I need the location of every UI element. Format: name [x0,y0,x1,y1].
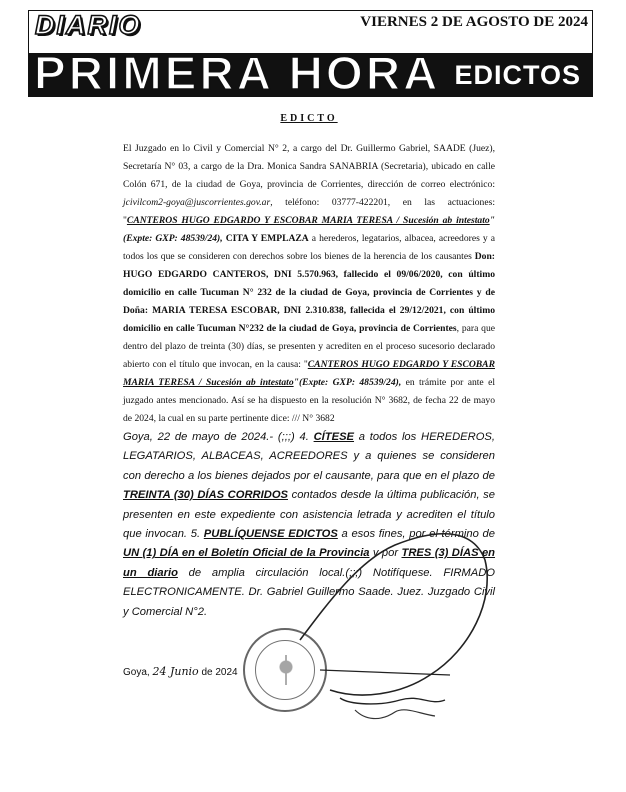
quote-intro: Goya, 22 de mayo de 2024.- (;;;) 4. [123,431,314,443]
un-dia: UN (1) DÍA en el Boletín Oficial de la Provincia [123,547,370,560]
quote-term: a esos fines, por el término de [337,528,495,541]
body-heirs: a herederos, legatarios, albacea, acreedores y a todos los que se consideren con derechos sobre los bienes de la herencia de los causantes [123,233,495,262]
quote-present: contados desde la última publicación, se presenten en este expediente con asistencia letrada y acrediten el título que invocan. 5. [123,489,495,541]
case-title-2: CANTEROS HUGO EDGARDO Y ESCOBAR MARIA TERESA / Sucesión ab intestato [123,359,495,388]
deceased-details: Don: HUGO EDGARDO CANTEROS, DNI 5.570.963, fallecido el 09/06/2020, con último domicilio en calle Tucuman N° 232 de la ciudad de Goya, provincia de Corrientes y de Doña: MARIA TERESA ESCOBAR, DNI 2.310.838, fallecida el 29/12/2021, con último domicilio en calle Tucuman N°232 de la ciudad de Goya, provincia de Corrientes [123,251,495,334]
quote-and: y por [369,547,402,560]
edict-body [123,140,495,428]
treinta-dias: TREINTA (30) DÍAS CORRIDOS [123,489,288,502]
quote-heirs: a todos los HEREDEROS, LEGATARIOS, ALBACEAS, ACREEDORES y a quienes se consideren con derecho a los bienes dejados por el causante, para que en el plazo de [123,431,495,482]
case-expte-1: "(Expte: GXP: 48539/24), [123,215,495,244]
body-resolution: en trámite por ante el juzgado antes mencionado. Así se ha dispuesto en la resolución N° 3682, de fecha 22 de mayo de 2024, la cual en su parte pertinente dice: /// N° 3682 [123,377,495,424]
footer-place: Goya, [123,667,150,678]
resolution-quote [123,428,495,622]
publication-date: VIERNES 2 DE AGOSTO DE 2024 [360,14,588,30]
footer-year: de 2024 [201,667,238,678]
document-footer [123,665,238,678]
document-title: EDICTO [280,113,338,124]
court-email: jcivilcom2-goya@juscorrientes.gov.ar [123,197,271,208]
citese: CÍTESE [313,431,355,443]
body-phone: , teléfono: 03777-422201, en las actuaciones: " [123,197,495,226]
quote-closing: de amplia circulación local.(;;;) Notifíquese. FIRMADO ELECTRONICAMENTE. Dr. Gabriel Guillermo Saade. Juez. Juzgado Civil y Comercial N°2. [123,566,495,618]
cita-emplaza: CITA Y EMPLAZA [222,233,309,244]
body-term: , para que dentro del plazo de treinta (30) días, se presenten y acrediten en el proceso sucesorio declarado abierto con el título que invocan, en la causa: " [123,323,495,370]
brand-small: DIARIO [35,10,142,40]
footer-handwritten-date: 24 Junio [152,665,199,678]
court-seal-icon [243,628,327,712]
brand-bar [28,54,593,97]
brand-large: PRIMERA HORA [34,54,441,97]
body-intro: El Juzgado en lo Civil y Comercial N° 2, a cargo del Dr. Guillermo Gabriel, SAADE (Juez), Secretaría N° 03, a cargo de la Dra. Monica Sandra SANABRIA (Secretaria), ubicado en calle Colón 671, de la ciudad de Goya, provincia de Corrientes, dirección de correo electrónico: [123,143,495,190]
case-expte-2: "(Expte: GXP: 48539/24), [293,377,402,388]
case-title-1: CANTEROS HUGO EDGARDO Y ESCOBAR MARIA TERESA / Sucesión ab intestato [126,215,490,226]
tres-dias: TRES (3) DÍAS en un diario [123,547,495,579]
section-label: EDICTOS [454,60,581,90]
publiquense: PUBLÍQUENSE EDICTOS [203,528,338,541]
